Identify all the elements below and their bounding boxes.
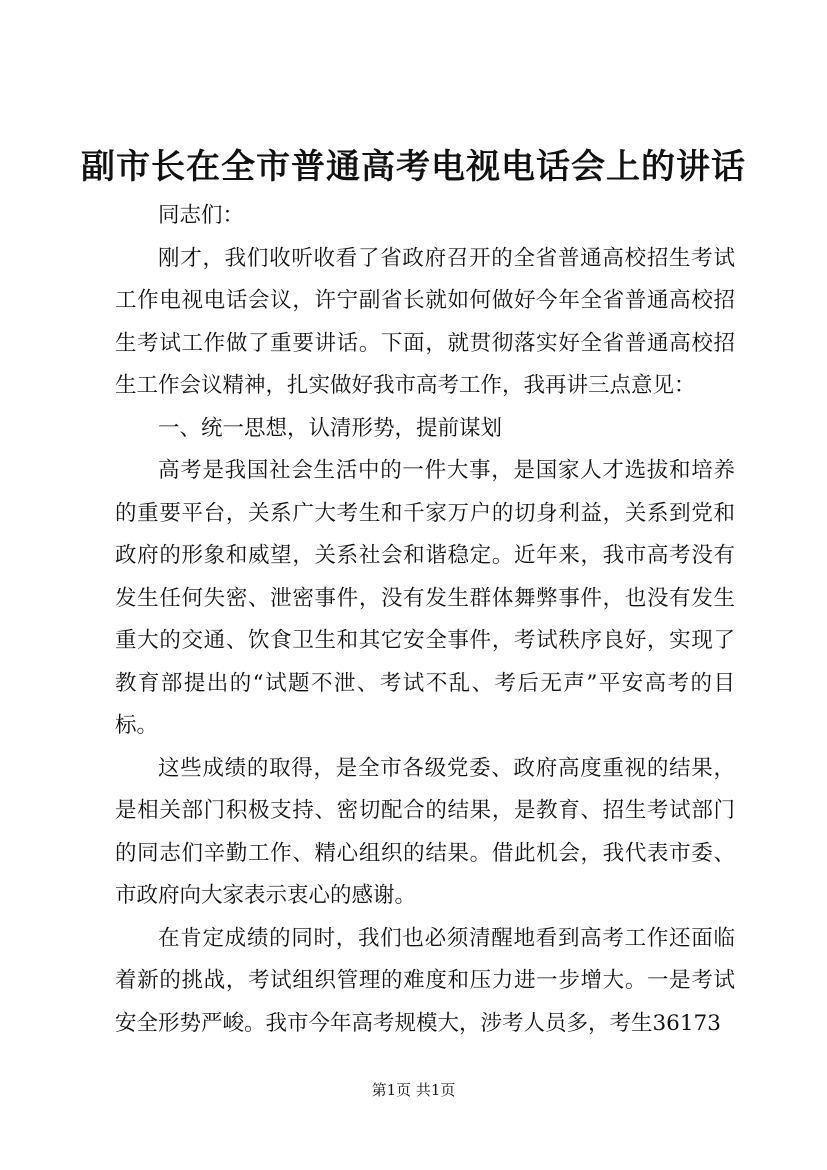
paragraph: 刚才，我们收听收看了省政府召开的全省普通高校招生考试工作电视电话会议，许宁副省长就如何做好今年全省普通高校招生考试工作做了重要讲话。下面，就贯彻落实好全省普通高校招生工作会议精神，扎实做好我市高考工作，我再讲三点意见： xyxy=(115,245,735,398)
paragraph: 在肯定成绩的同时，我们也必须清醒地看到高考工作还面临着新的挑战，考试组织管理的难度和压力进一步增大。一是考试安全形势严峻。我市今年高考规模大，涉考人员多，考生36173 xyxy=(115,925,735,1036)
salutation: 同志们： xyxy=(158,203,245,228)
page-number-footer: 第1页 共1页 xyxy=(371,1081,456,1099)
paragraph: 高考是我国社会生活中的一件大事，是国家人才选拔和培养的重要平台，关系广大考生和千家万户的切身利益，关系到党和政府的形象和威望，关系社会和谐稳定。近年来，我市高考没有发生任何失密、泄密事件，没有发生群体舞弊事件，也没有发生重大的交通、饮食卫生和其它安全事件，考试秩序良好，实现了教育部提出的“试题不泄、考试不乱、考后无声”平安高考的目标。 xyxy=(115,458,735,738)
paragraph: 这些成绩的取得，是全市各级党委、政府高度重视的结果，是相关部门积极支持、密切配合的结果，是教育、招生考试部门的同志们辛勤工作、精心组织的结果。借此机会，我代表市委、市政府向大家表示衷心的感谢。 xyxy=(115,755,735,908)
document-title: 副市长在全市普通高考电视电话会上的讲话 xyxy=(81,147,746,187)
section-heading: 一、统一思想，认清形势，提前谋划 xyxy=(158,415,503,441)
document-body xyxy=(115,195,735,1045)
